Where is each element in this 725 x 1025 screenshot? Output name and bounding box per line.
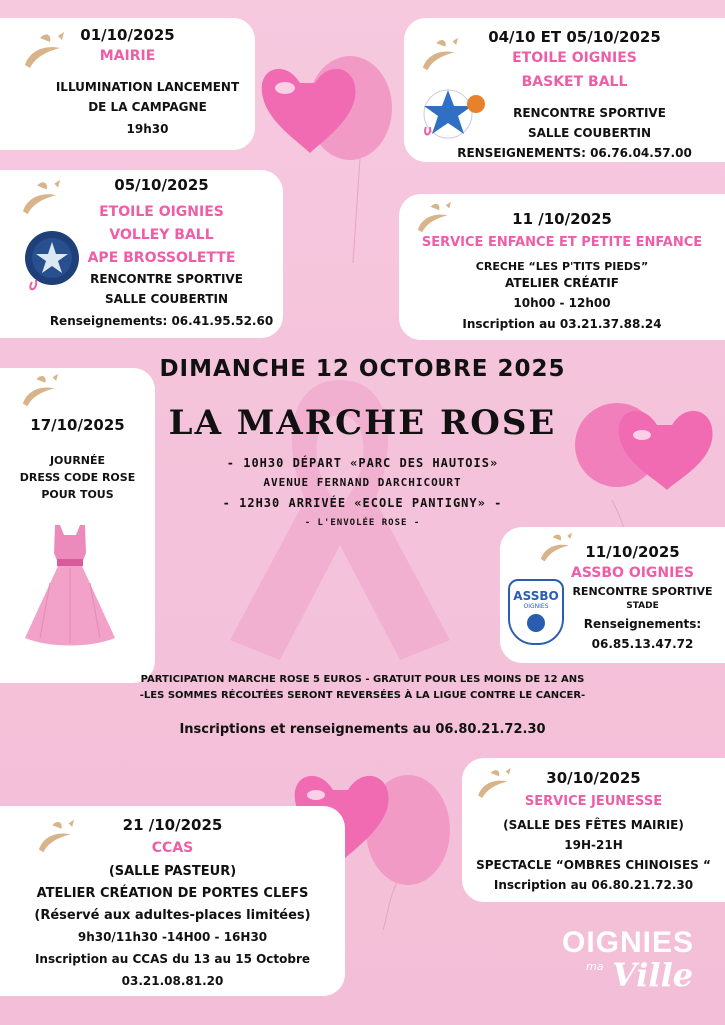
event-detail: CRECHE “LES P'TITS PIEDS” (475, 260, 649, 273)
event-card-basket (404, 18, 725, 162)
event-time: 19H-21H (564, 838, 623, 852)
event-card-mairie (0, 18, 255, 150)
main-title: LA MARCHE ROSE (168, 403, 557, 443)
brand-name: OIGNIES (562, 926, 695, 959)
event-detail: ATELIER CRÉATIF (505, 276, 619, 290)
assbo-logo-icon (508, 579, 564, 645)
event-detail: RENCONTRE SPORTIVE (513, 106, 666, 120)
event-time: 9h30/11h30 -14H00 - 16H30 (77, 930, 268, 944)
event-organizer: BASKET BALL (521, 74, 628, 90)
event-detail: JOURNÉE (49, 454, 106, 467)
event-detail: DE LA CAMPAGNE (88, 100, 207, 114)
event-organizer: ETOILE OIGNIES (99, 204, 224, 220)
event-detail: SALLE COUBERTIN (527, 126, 652, 140)
event-contact: Inscription au CCAS du 13 au 15 Octobre (34, 952, 311, 966)
event-contact: Inscription au 03.21.37.88.24 (462, 317, 662, 331)
event-card-dress-code (0, 368, 155, 683)
brand-ma: ma (586, 960, 604, 973)
event-card-volley (0, 170, 283, 338)
event-contact: Inscription au 06.80.21.72.30 (493, 878, 694, 892)
walk-envolee: - L'ENVOLÉE ROSE - (304, 518, 421, 528)
event-organizer: MAIRIE (99, 48, 156, 64)
splash-decor-icon (18, 372, 62, 408)
event-time: 19h30 (126, 122, 169, 136)
event-card-jeunesse (462, 758, 725, 902)
event-date: 05/10/2025 (114, 176, 209, 194)
event-card-ccas (0, 806, 345, 996)
walk-avenue: AVENUE FERNAND DARCHICOURT (263, 476, 462, 489)
walk-arrival: - 12H30 ARRIVÉE «ECOLE PANTIGNY» - (222, 496, 503, 510)
event-detail: RENCONTRE SPORTIVE (90, 272, 243, 286)
assbo-logo-text: ASSBO (513, 589, 559, 603)
event-organizer: APE BROSSOLETTE (87, 250, 236, 266)
event-contact: RENSEIGNEMENTS: 06.76.04.57.00 (457, 146, 692, 160)
event-detail: ILLUMINATION LANCEMENT (55, 80, 240, 94)
walk-departure: - 10H30 DÉPART «PARC DES HAUTOIS» (226, 456, 499, 470)
brand-ville: Ville (612, 956, 694, 994)
event-date: 11/10/2025 (585, 543, 680, 561)
event-organizer: VOLLEY BALL (109, 227, 214, 243)
event-detail: ATELIER CRÉATION DE PORTES CLEFS (36, 886, 309, 901)
event-time: 10h00 - 12h00 (513, 296, 611, 310)
event-date: 04/10 ET 05/10/2025 (488, 28, 661, 46)
event-organizer: SERVICE JEUNESSE (524, 794, 663, 809)
event-detail: POUR TOUS (41, 488, 114, 501)
oignies-brand-logo (562, 926, 695, 1006)
event-detail: (SALLE DES FÊTES MAIRIE) (503, 818, 684, 832)
event-card-enfance (399, 194, 725, 340)
event-detail: SALLE COUBERTIN (104, 292, 229, 306)
event-detail: (Réservé aux adultes-places limitées) (34, 908, 311, 923)
event-phone: 03.21.08.81.20 (121, 974, 224, 988)
event-organizer: SERVICE ENFANCE ET PETITE ENFANCE (421, 235, 703, 250)
event-detail: (SALLE PASTEUR) (108, 864, 237, 879)
event-contact: 06.85.13.47.72 (591, 637, 694, 651)
registration-text: Inscriptions et renseignements au 06.80.21.72.30 (179, 722, 546, 737)
event-organizer: ASSBO OIGNIES (571, 565, 694, 581)
assbo-logo-subtext: OIGNIES (523, 603, 549, 610)
event-contact: Renseignements: 06.41.95.52.60 (49, 314, 274, 328)
event-organizer: ETOILE OIGNIES (512, 50, 637, 66)
event-detail: SPECTACLE “OMBRES CHINOISES “ (476, 858, 711, 872)
event-organizer: CCAS (151, 840, 194, 856)
pink-dress-icon (20, 523, 120, 648)
event-detail: STADE (626, 601, 659, 611)
event-card-assbo (500, 527, 725, 663)
event-detail: DRESS CODE ROSE (19, 471, 136, 484)
participation-text: PARTICIPATION MARCHE ROSE 5 EUROS - GRATUIT POUR LES MOINS DE 12 ANS (140, 674, 585, 685)
event-date: 21 /10/2025 (122, 816, 223, 834)
event-date: 11 /10/2025 (512, 210, 612, 228)
donation-text: -LES SOMMES RÉCOLTÉES SERONT REVERSÉES À LA LIGUE CONTRE LE CANCER- (139, 690, 586, 701)
main-headline: DIMANCHE 12 OCTOBRE 2025 (159, 356, 566, 382)
event-contact-label: Renseignements: (583, 617, 702, 631)
event-date: 30/10/2025 (546, 769, 641, 787)
event-date: 01/10/2025 (80, 26, 175, 44)
event-date: 17/10/2025 (30, 416, 125, 434)
event-detail: RENCONTRE SPORTIVE (572, 585, 713, 598)
